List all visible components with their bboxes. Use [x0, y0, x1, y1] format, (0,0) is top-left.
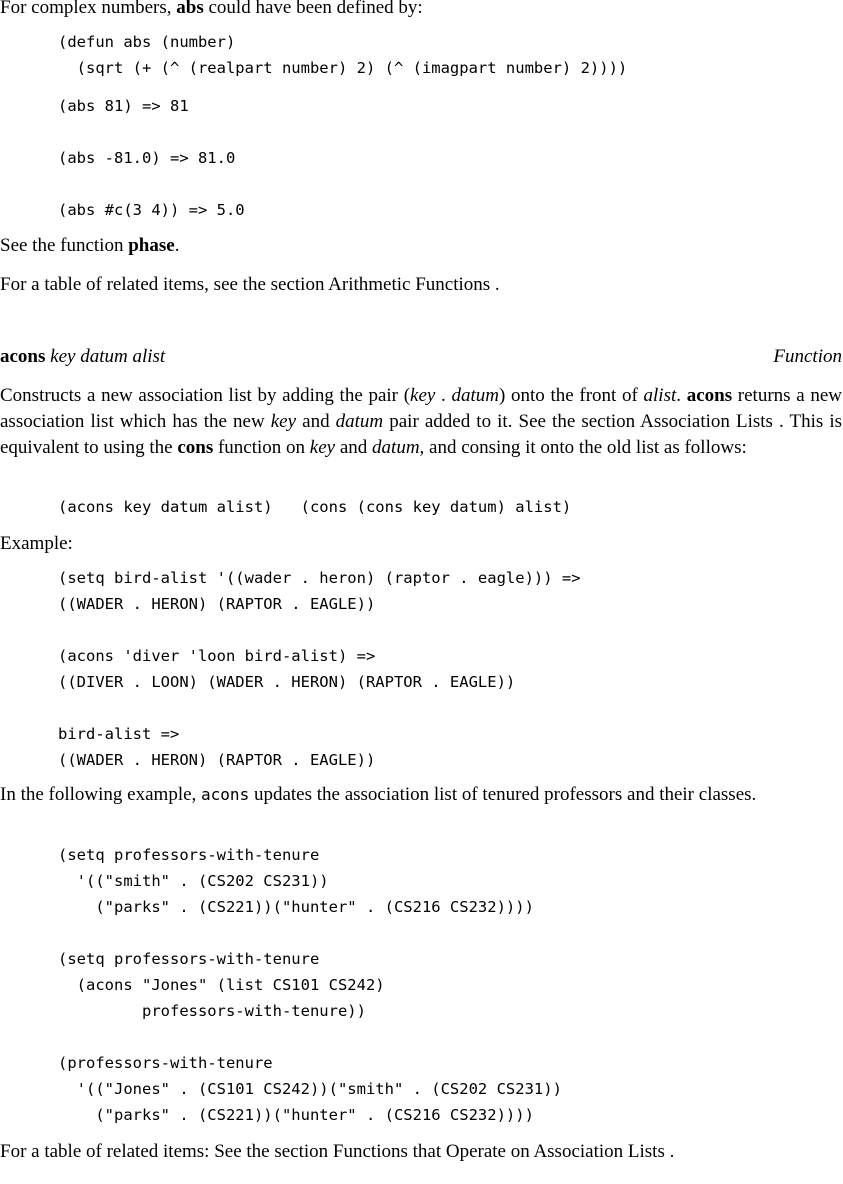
- intro-text: In the following example,: [0, 784, 202, 805]
- professors-code-2: (setq professors-with-tenure (acons "Jones" (list CS101 CS242) professors-with-tenure)): [58, 950, 385, 1020]
- acons-args: key datum alist: [50, 346, 166, 367]
- acons-example-code-3: bird-alist => ((WADER . HERON) (RAPTOR . EAGLE)): [58, 725, 376, 769]
- professors-code-1: (setq professors-with-tenure '(("smith" . (CS202 CS231)) ("parks" . (CS221))("hunter" . (CS216 CS232)))): [58, 846, 534, 916]
- see-text-end: .: [174, 235, 180, 256]
- desc-cons: cons: [177, 437, 214, 458]
- desc-acons: acons: [686, 385, 733, 406]
- acons-entry-header: [0, 344, 842, 370]
- example-label: Example:: [0, 533, 73, 554]
- abs-see-also: [0, 233, 842, 259]
- acons-example-code-1: (setq bird-alist '((wader . heron) (raptor . eagle))) => ((WADER . HERON) (RAPTOR . EAGLE)): [58, 569, 581, 613]
- desc-alist: alist: [643, 385, 677, 406]
- desc-datum: datum: [335, 411, 384, 432]
- abs-defun-code: (defun abs (number) (sqrt (+ (^ (realpart number) 2) (^ (imagpart number) 2)))): [58, 33, 628, 77]
- desc-text: Constructs a new association list by adding the pair (: [0, 385, 411, 406]
- desc-text: and: [335, 437, 373, 458]
- professors-intro: [0, 782, 842, 808]
- professors-code-3: (professors-with-tenure '(("Jones" . (CS101 CS242))("smith" . (CS202 CS231)) ("parks" . (CS221))("hunter" . (CS216 CS232)))): [58, 1054, 562, 1124]
- abs-example-2: (abs -81.0) => 81.0: [58, 149, 236, 167]
- abs-intro-text: For complex numbers,: [0, 0, 177, 18]
- desc-datum: datum: [451, 385, 499, 406]
- desc-text: and: [296, 411, 336, 432]
- desc-key: key: [270, 411, 297, 432]
- acons-example-code-2: (acons 'diver 'loon bird-alist) => ((DIVER . LOON) (WADER . HERON) (RAPTOR . EAGLE)): [58, 647, 516, 691]
- desc-text: function on: [213, 437, 310, 458]
- acons-inline-code: acons: [201, 785, 250, 804]
- abs-example-1: (abs 81) => 81: [58, 97, 189, 115]
- desc-datum: datum: [372, 437, 420, 458]
- acons-name: acons: [0, 346, 46, 367]
- desc-text: .: [676, 385, 687, 406]
- desc-text: pair added to it. See the section Association Lists . This is equivalent to using the: [0, 411, 843, 458]
- see-text: See the function: [0, 235, 129, 256]
- acons-equivalence-code: (acons key datum alist) (cons (cons key datum) alist): [58, 498, 572, 516]
- abs-related: For a table of related items, see the section Arithmetic Functions .: [0, 274, 500, 295]
- abs-term: abs: [176, 0, 204, 18]
- entry-type-label: Function: [773, 346, 842, 367]
- desc-key: key: [309, 437, 336, 458]
- phase-term: phase: [128, 235, 175, 256]
- abs-example-3: (abs #c(3 4)) => 5.0: [58, 201, 245, 219]
- desc-key: key: [410, 385, 436, 406]
- desc-dot: .: [435, 385, 452, 406]
- desc-text: ) onto the front of: [498, 385, 644, 406]
- abs-intro-text-end: could have been defined by:: [203, 0, 423, 18]
- abs-intro: [0, 0, 842, 21]
- desc-text: , and consing it onto the old list as follows:: [419, 437, 747, 458]
- desc-text: returns a new association list which has the new: [0, 385, 843, 432]
- acons-related: For a table of related items: See the section Functions that Operate on Association Lists .: [0, 1141, 675, 1162]
- acons-description: [0, 383, 842, 461]
- intro-text-end: updates the association list of tenured professors and their classes.: [249, 784, 757, 805]
